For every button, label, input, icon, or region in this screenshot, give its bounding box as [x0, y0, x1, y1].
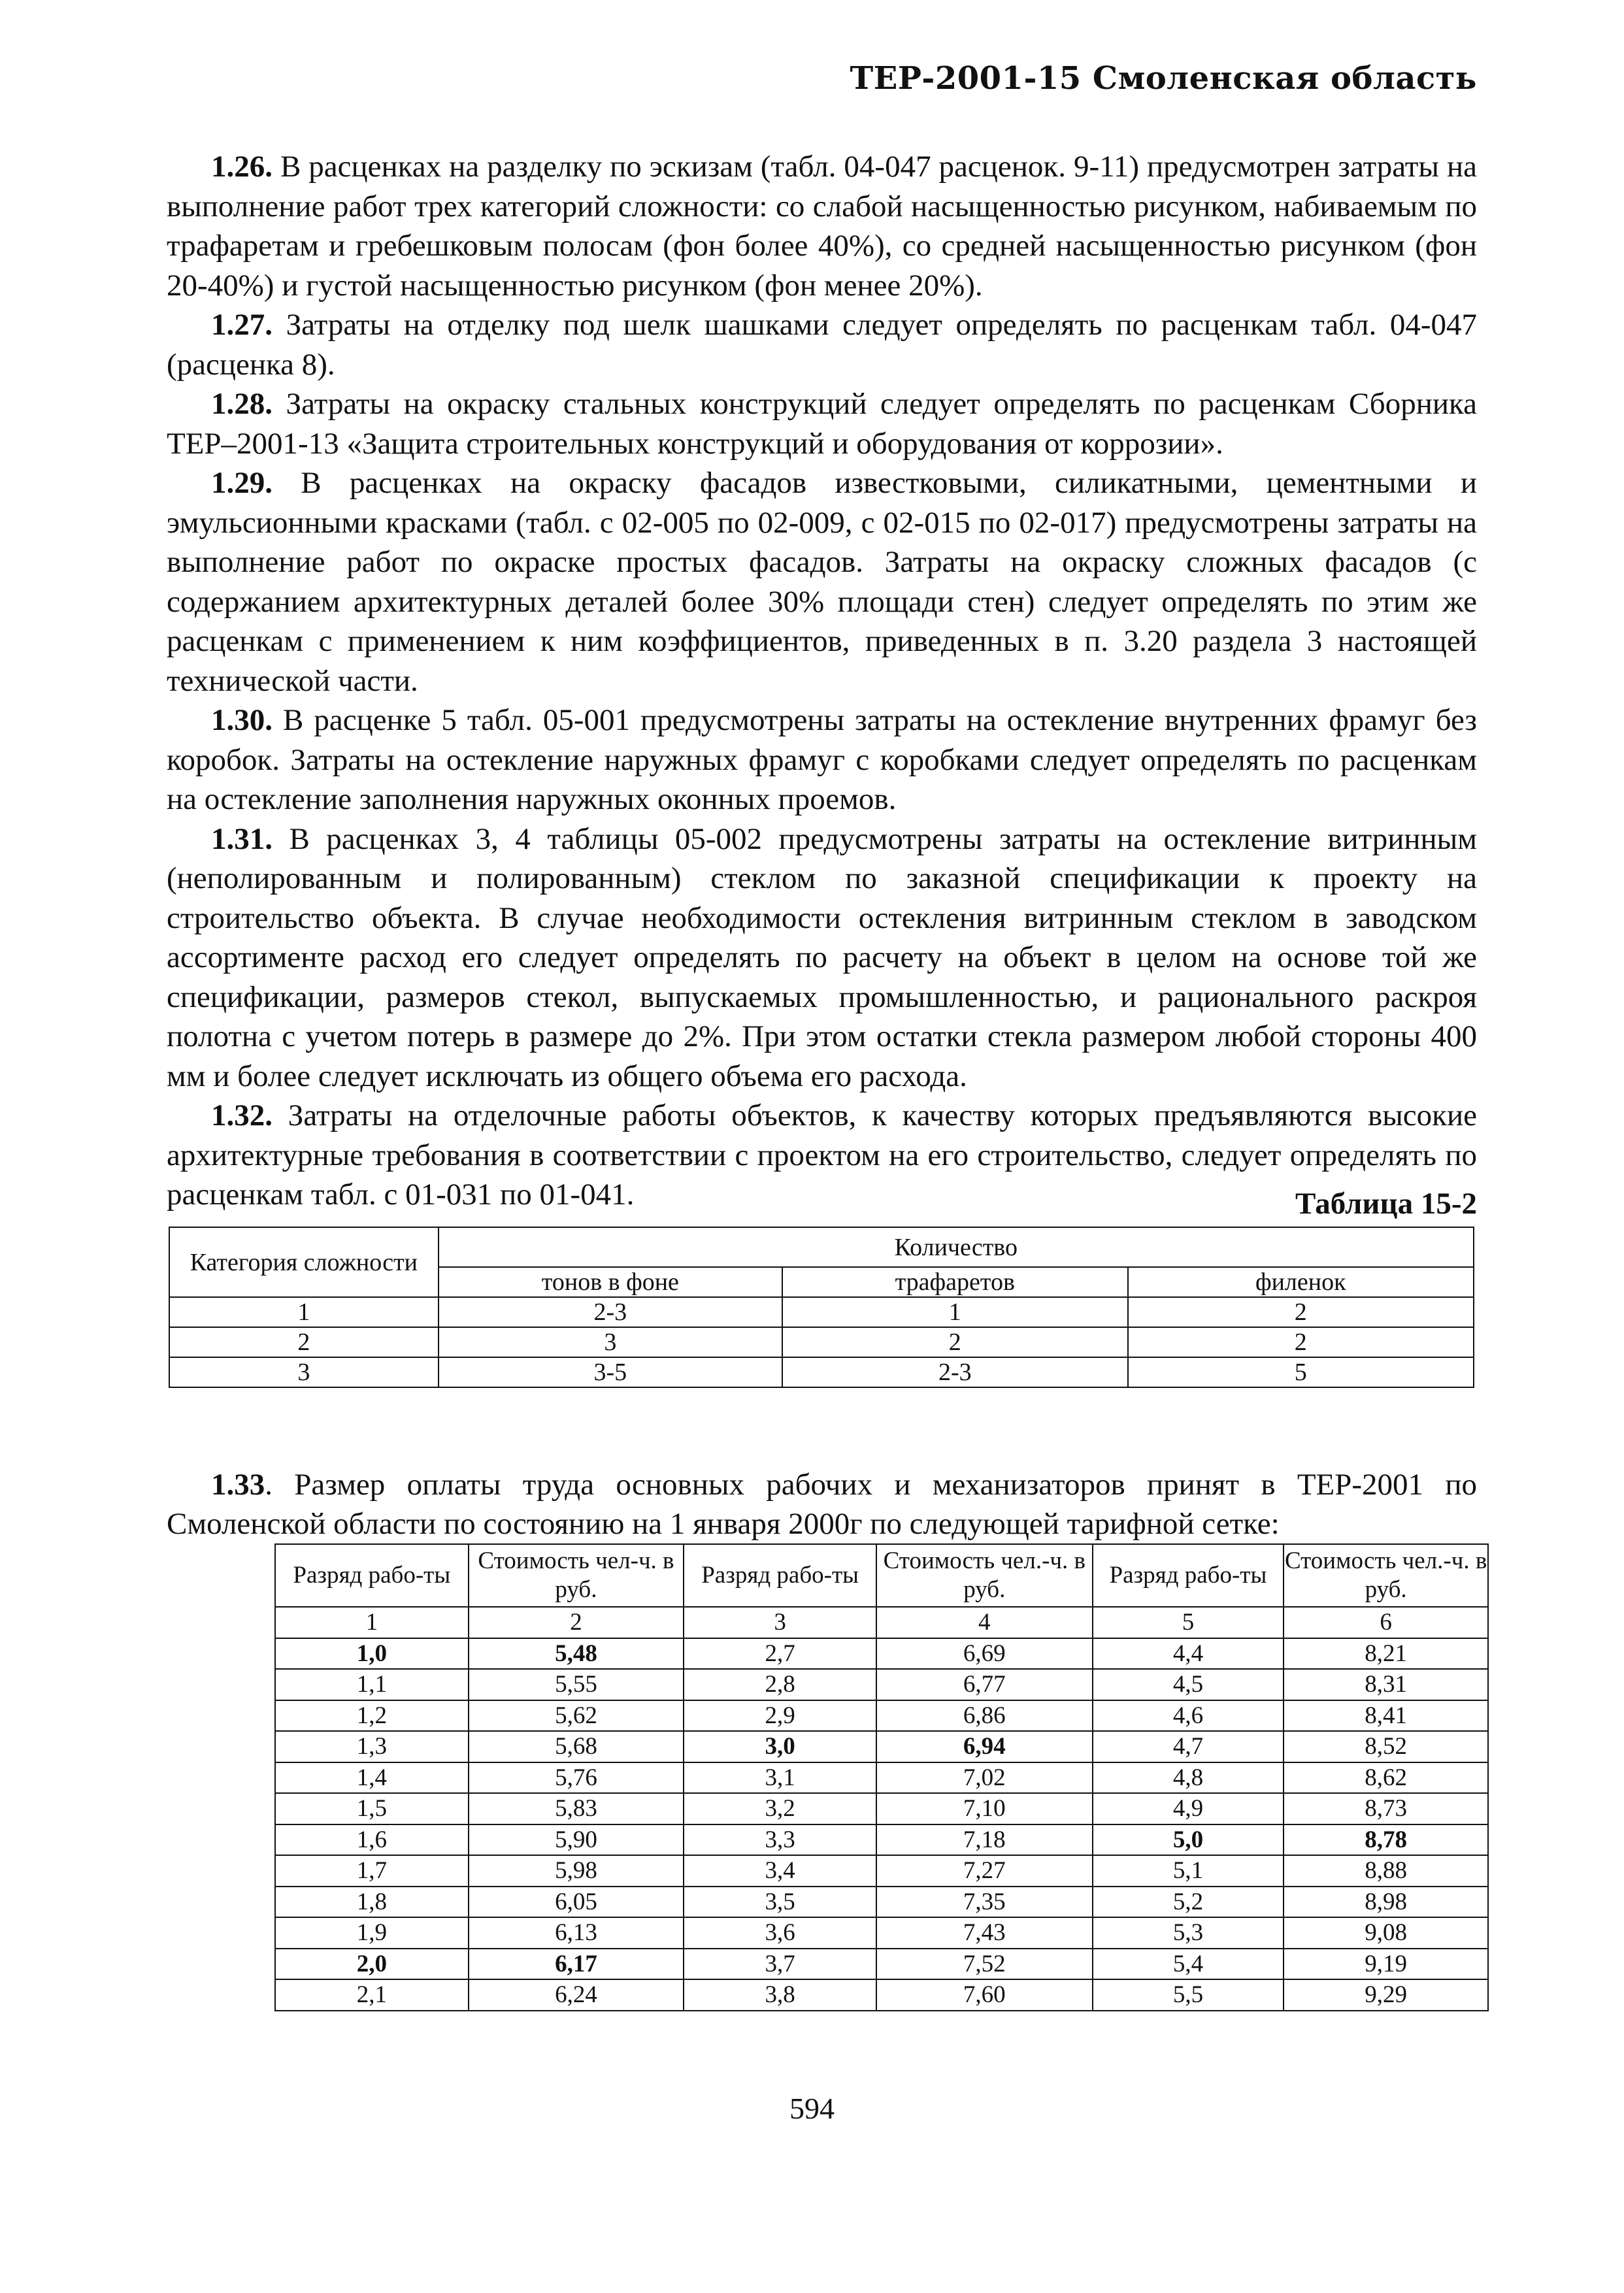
table-cell: 5,68 [469, 1731, 684, 1762]
tariff-column-number-row [275, 1607, 1488, 1638]
table-cell: 1,5 [275, 1793, 469, 1824]
paragraph-text: В расценках на окраску фасадов известковыми, силикатными, цементными и эмульсионными красками (табл. с 02-005 по 02-009, с 02-015 по 02-017) предусмотрены затраты на выполнение работ по окраске простых фасадов. Затраты на окраску сложных фасадов (с содержанием архитектурных деталей более 30% площади стен) следует определять по этим же расценкам с применением к ним коэффициентов, приведенных в п. 3.20 раздела 3 настоящей технической части. [167, 466, 1477, 698]
table-cell: 6,13 [469, 1917, 684, 1949]
table-cell: 3 [439, 1327, 782, 1357]
table-row [275, 1669, 1488, 1700]
table-cell: 6,69 [876, 1638, 1093, 1670]
column-number: 1 [275, 1607, 469, 1638]
paragraph-number: 1.33 [211, 1468, 265, 1502]
table-cell: 2-3 [782, 1357, 1128, 1387]
paragraph-number: 1.32. [211, 1098, 273, 1132]
table-cell: 3 [169, 1357, 439, 1387]
header-cell: Разряд рабо-ты [684, 1544, 876, 1607]
table-row [169, 1297, 1474, 1327]
table-cell: 1 [169, 1297, 439, 1327]
table-cell: 1,4 [275, 1762, 469, 1794]
table-cell: 2 [782, 1327, 1128, 1357]
table-cell: 3,3 [684, 1824, 876, 1856]
table-cell: 6,17 [469, 1949, 684, 1980]
table-row [275, 1700, 1488, 1732]
paragraph-number: 1.26. [211, 150, 273, 184]
table-cell: 5,90 [469, 1824, 684, 1856]
table-row [275, 1887, 1488, 1918]
table-cell: 7,10 [876, 1793, 1093, 1824]
table-row [275, 1949, 1488, 1980]
header-cell: Стоимость чел.-ч. в руб. [876, 1544, 1093, 1607]
paragraph-1-26 [167, 147, 1477, 305]
paragraph-text: Затраты на отделку под шелк шашками следует определять по расценкам табл. 04-047 (расценка 8). [167, 308, 1477, 382]
table-cell: 3,6 [684, 1917, 876, 1949]
paragraph-text: Затраты на отделочные работы объектов, к качеству которых предъявляются высокие архитектурные требования в соответствии с проектом на его строительство, следует определять по расценкам табл. с 01-031 по 01-041. [167, 1098, 1477, 1212]
table-cell: 6,86 [876, 1700, 1093, 1732]
table-row [275, 1731, 1488, 1762]
table-row [275, 1762, 1488, 1794]
table-cell: 5,48 [469, 1638, 684, 1670]
table-cell: 7,52 [876, 1949, 1093, 1980]
table-cell: 5,76 [469, 1762, 684, 1794]
table-row [275, 1917, 1488, 1949]
table-cell: 3,8 [684, 1979, 876, 2011]
table-cell: 4,5 [1093, 1669, 1284, 1700]
column-number: 2 [469, 1607, 684, 1638]
table-cell: 9,08 [1284, 1917, 1488, 1949]
table-cell: 7,43 [876, 1917, 1093, 1949]
paragraph-text: Затраты на окраску стальных конструкций следует определять по расценкам Сборника ТЕР–2001-13 «Защита строительных конструкций и оборудования от коррозии». [167, 387, 1477, 461]
table-cell: 5,0 [1093, 1824, 1284, 1856]
table-cell: 5,83 [469, 1793, 684, 1824]
table-cell: 7,60 [876, 1979, 1093, 2011]
column-number: 6 [1284, 1607, 1488, 1638]
table-cell: 4,6 [1093, 1700, 1284, 1732]
table-cell: 9,29 [1284, 1979, 1488, 2011]
table-cell: 5,4 [1093, 1949, 1284, 1980]
table-row [275, 1979, 1488, 2011]
table-cell: 9,19 [1284, 1949, 1488, 1980]
paragraph-text: В расценках 3, 4 таблицы 05-002 предусмотрены затраты на остекление витринным (неполированным и полированным) стеклом по заказной спецификации к проекту на строительство объекта. В случае необходимости остекления витринным стеклом в заводском ассортименте расход его следует определять по расчету на объект в целом на основе той же спецификации, размеров стекол, выпускаемых промышленностью, и рационального раскроя полотна с учетом потерь в размере до 2%. При этом остатки стекла размером любой стороны 400 мм и более следует исключать из общего объема его расхода. [167, 821, 1477, 1093]
paragraph-1-33 [167, 1465, 1477, 1543]
table-cell: 8,73 [1284, 1793, 1488, 1824]
table-caption: Таблица 15-2 [1295, 1187, 1477, 1221]
table-cell: 8,21 [1284, 1638, 1488, 1670]
page-number: 594 [789, 2092, 835, 2125]
table-cell: 1,1 [275, 1669, 469, 1700]
table-cell: 5,62 [469, 1700, 684, 1732]
tariff-header-row [275, 1544, 1488, 1607]
paragraph-number: 1.31. [211, 821, 273, 856]
table-cell: 8,52 [1284, 1731, 1488, 1762]
paragraph-1-31 [167, 819, 1477, 1097]
header-cell: Стоимость чел-ч. в руб. [469, 1544, 684, 1607]
paragraph-text: В расценке 5 табл. 05-001 предусмотрены затраты на остекление внутренних фрамуг без коробок. Затраты на остекление наружных фрамуг с коробками следует определять по расценкам на остекление заполнения наружных оконных проемов. [167, 703, 1477, 816]
table-cell: 1,6 [275, 1824, 469, 1856]
table-cell: 1,0 [275, 1638, 469, 1670]
table-cell: 7,18 [876, 1824, 1093, 1856]
header-stencils: трафаретов [782, 1267, 1128, 1297]
table-cell: 8,98 [1284, 1887, 1488, 1918]
paragraph-number: 1.28. [211, 387, 273, 421]
table-cell: 5,1 [1093, 1855, 1284, 1887]
table-row [275, 1793, 1488, 1824]
table-cell: 1,7 [275, 1855, 469, 1887]
column-number: 4 [876, 1607, 1093, 1638]
table-cell: 5 [1128, 1357, 1474, 1387]
table-cell: 5,3 [1093, 1917, 1284, 1949]
paragraph-1-32 [167, 1096, 1477, 1215]
table-header-row [169, 1227, 1474, 1267]
table-cell: 4,7 [1093, 1731, 1284, 1762]
table-cell: 2 [1128, 1297, 1474, 1327]
table-cell: 2 [1128, 1327, 1474, 1357]
table-cell: 2,0 [275, 1949, 469, 1980]
table-cell: 1,3 [275, 1731, 469, 1762]
table-cell: 2,9 [684, 1700, 876, 1732]
header-cell: Разряд рабо-ты [275, 1544, 469, 1607]
table-cell: 3,5 [684, 1887, 876, 1918]
header-quantity: Количество [439, 1227, 1474, 1267]
table-row [169, 1327, 1474, 1357]
table-row [169, 1357, 1474, 1387]
table-cell: 8,88 [1284, 1855, 1488, 1887]
table-cell: 2,1 [275, 1979, 469, 2011]
header-tones: тонов в фоне [439, 1267, 782, 1297]
table-cell: 5,5 [1093, 1979, 1284, 2011]
body-text [167, 147, 1477, 1215]
table-cell: 4,4 [1093, 1638, 1284, 1670]
table-cell: 3-5 [439, 1357, 782, 1387]
table-cell: 3,1 [684, 1762, 876, 1794]
table-cell: 3,4 [684, 1855, 876, 1887]
table-cell: 8,41 [1284, 1700, 1488, 1732]
table-cell: 2,7 [684, 1638, 876, 1670]
table-cell: 7,02 [876, 1762, 1093, 1794]
table-cell: 1,2 [275, 1700, 469, 1732]
table-cell: 4,8 [1093, 1762, 1284, 1794]
table-cell: 3,7 [684, 1949, 876, 1980]
table-row [275, 1855, 1488, 1887]
paragraph-1-29 [167, 463, 1477, 701]
paragraph-1-27 [167, 305, 1477, 384]
table-cell: 8,62 [1284, 1762, 1488, 1794]
column-number: 3 [684, 1607, 876, 1638]
paragraph-1-30 [167, 701, 1477, 819]
paragraph-number: 1.27. [211, 308, 273, 342]
table-cell: 6,94 [876, 1731, 1093, 1762]
table-cell: 3,2 [684, 1793, 876, 1824]
paragraph-text: В расценках на разделку по эскизам (табл. 04-047 расценок. 9-11) предусмотрен затраты на выполнение работ трех категорий сложности: со слабой насыщенностью рисунком, набиваемым по трафаретам и гребешковым полосам (фон более 40%), со средней насыщенностью рисунком (фон 20-40%) и густой насыщенностью рисунком (фон менее 20%). [167, 150, 1477, 303]
table-cell: 4,9 [1093, 1793, 1284, 1824]
table-cell: 8,78 [1284, 1824, 1488, 1856]
table-cell: 1 [782, 1297, 1128, 1327]
header-cell: Разряд рабо-ты [1093, 1544, 1284, 1607]
table-cell: 3,0 [684, 1731, 876, 1762]
paragraph-number: 1.30. [211, 703, 273, 737]
table-cell: 5,55 [469, 1669, 684, 1700]
header-category: Категория сложности [169, 1227, 439, 1297]
tariff-table [274, 1543, 1489, 2011]
table-cell: 1,8 [275, 1887, 469, 1918]
column-number: 5 [1093, 1607, 1284, 1638]
table-cell: 5,98 [469, 1855, 684, 1887]
table-row [275, 1824, 1488, 1856]
table-cell: 6,77 [876, 1669, 1093, 1700]
table-cell: 6,05 [469, 1887, 684, 1918]
page-header-title: ТЕР-2001-15 Смоленская область [850, 60, 1477, 97]
paragraph-text: . Размер оплаты труда основных рабочих и механизаторов принят в ТЕР-2001 по Смоленской области по состоянию на 1 января 2000г по следующей тарифной сетке: [167, 1468, 1477, 1541]
table-cell: 1,9 [275, 1917, 469, 1949]
table-cell: 6,24 [469, 1979, 684, 2011]
table-cell: 7,27 [876, 1855, 1093, 1887]
table-cell: 5,2 [1093, 1887, 1284, 1918]
header-panels: филенок [1128, 1267, 1474, 1297]
table-cell: 2 [169, 1327, 439, 1357]
complexity-table [169, 1227, 1474, 1388]
paragraph-number: 1.29. [211, 466, 273, 500]
paragraph-1-28 [167, 384, 1477, 463]
table-cell: 2-3 [439, 1297, 782, 1327]
table-cell: 8,31 [1284, 1669, 1488, 1700]
tariff-body [275, 1638, 1488, 2011]
table-row [275, 1638, 1488, 1670]
header-cell: Стоимость чел.-ч. в руб. [1284, 1544, 1488, 1607]
table-cell: 7,35 [876, 1887, 1093, 1918]
table-cell: 2,8 [684, 1669, 876, 1700]
